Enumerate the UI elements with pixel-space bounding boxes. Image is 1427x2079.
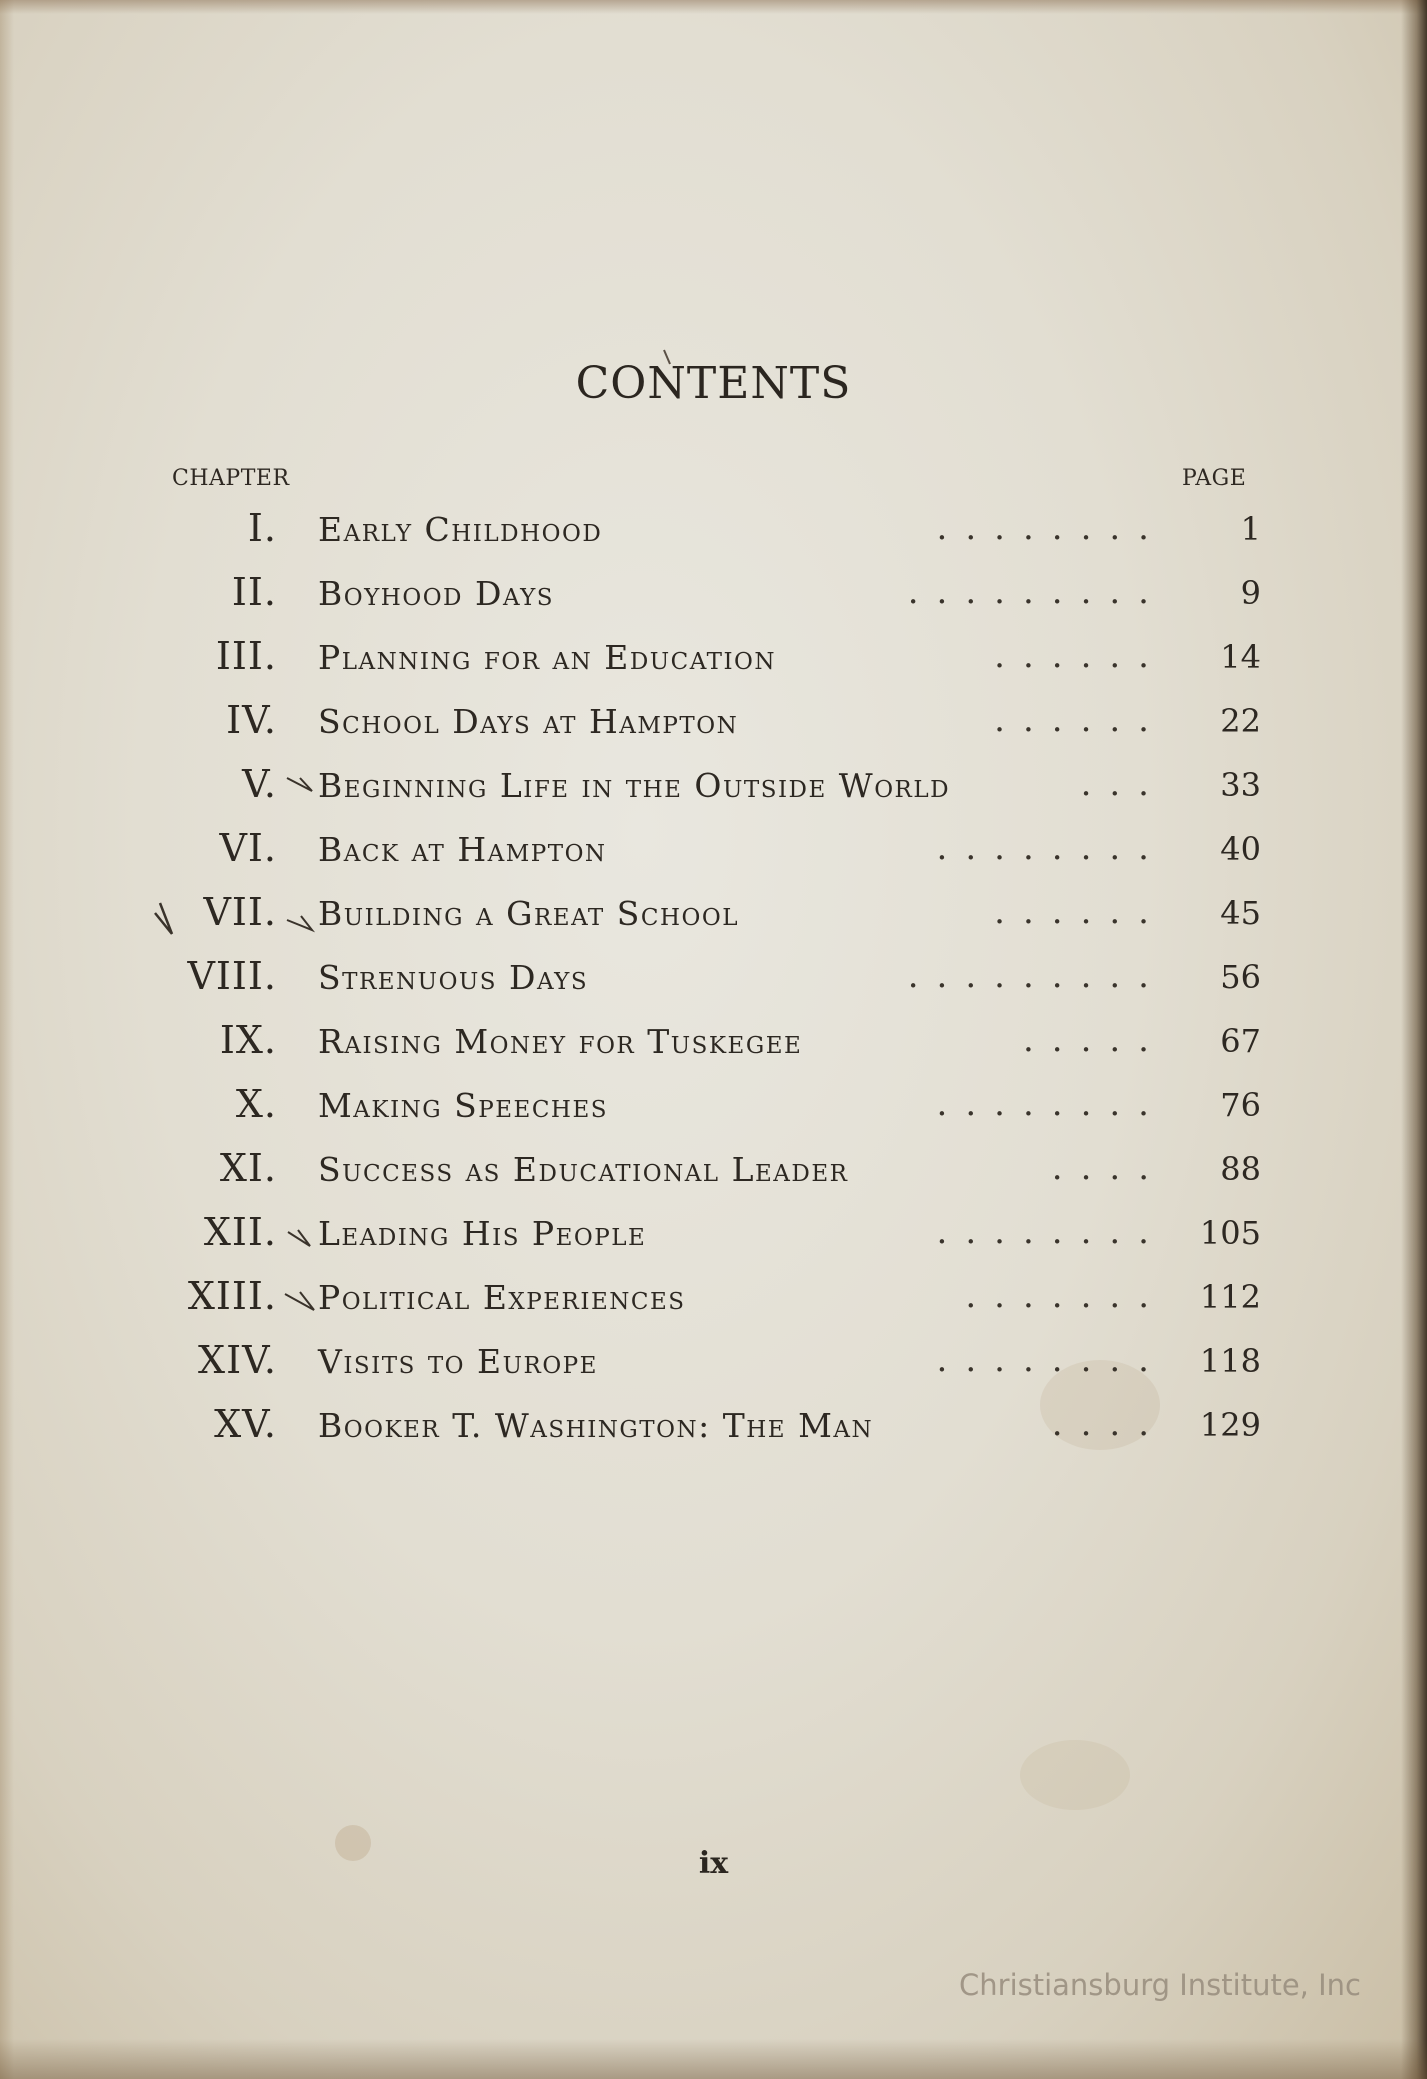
chapter-number: III.: [215, 634, 277, 678]
chapter-number: VI.: [219, 826, 277, 870]
chapter-title: Strenuous Days: [318, 958, 589, 997]
pencil-check-mark: [287, 778, 312, 791]
dot-leader: ......: [994, 892, 1167, 932]
chapter-page-number: 67: [1220, 1022, 1261, 1060]
dot-leader: ........: [936, 1340, 1167, 1380]
chapter-title: Making Speeches: [318, 1086, 609, 1125]
chapter-title: Beginning Life in the Outside World: [318, 766, 951, 805]
dot-leader: ......: [994, 700, 1167, 740]
watermark-credit: Christiansburg Institute, Inc: [959, 1968, 1361, 2002]
chapter-number: IV.: [226, 698, 277, 742]
chapter-title: School Days at Hampton: [318, 702, 739, 741]
chapter-page-number: 56: [1220, 958, 1261, 996]
dot-leader: .........: [907, 572, 1167, 612]
chapter-number: XI.: [219, 1146, 277, 1190]
dot-leader: ....: [1051, 1148, 1167, 1188]
chapter-title: Booker T. Washington: The Man: [318, 1406, 874, 1445]
dot-leader: ........: [936, 1212, 1167, 1252]
dot-leader: ....: [1051, 1404, 1167, 1444]
chapter-number: XII.: [203, 1210, 277, 1254]
dot-leader: ........: [936, 1084, 1167, 1124]
chapter-page-number: 129: [1199, 1406, 1261, 1444]
pencil-check-mark: [287, 916, 312, 930]
chapter-number: XIV.: [198, 1338, 277, 1382]
chapter-number: IX.: [219, 1018, 277, 1062]
chapter-title: Planning for an Education: [318, 638, 777, 677]
chapter-number: XIII.: [187, 1274, 277, 1318]
chapter-number: II.: [231, 570, 277, 614]
chapter-title: Back at Hampton: [318, 830, 607, 869]
chapter-title: Boyhood Days: [318, 574, 555, 613]
chapter-title: Visits to Europe: [318, 1342, 598, 1381]
chapter-number: VII.: [203, 890, 277, 934]
page-column-heading: PAGE: [1182, 466, 1247, 491]
chapter-page-number: 9: [1240, 574, 1261, 612]
chapter-number: V.: [242, 762, 277, 806]
chapter-page-number: 40: [1220, 830, 1261, 868]
dot-leader: .........: [907, 956, 1167, 996]
chapter-number: I.: [247, 506, 277, 550]
chapter-page-number: 33: [1220, 766, 1261, 804]
page-number-folio: ix: [698, 1846, 729, 1881]
dot-leader: ........: [936, 508, 1167, 548]
chapter-title: Success as Educational Leader: [318, 1150, 849, 1189]
pencil-check-mark: [288, 1230, 310, 1246]
chapter-title: Building a Great School: [318, 894, 740, 933]
chapter-page-number: 88: [1220, 1150, 1261, 1188]
dot-leader: .......: [965, 1276, 1167, 1316]
chapter-title: Early Childhood: [318, 510, 603, 549]
chapter-page-number: 22: [1220, 702, 1261, 740]
chapter-title: Political Experiences: [318, 1278, 686, 1317]
dot-leader: ...: [1080, 764, 1167, 804]
chapter-page-number: 45: [1220, 894, 1261, 932]
chapter-page-number: 76: [1220, 1086, 1261, 1124]
chapter-page-number: 1: [1240, 510, 1261, 548]
pencil-check-mark: [155, 903, 172, 934]
dot-leader: ........: [936, 828, 1167, 868]
chapter-page-number: 14: [1220, 638, 1261, 676]
chapter-number: XV.: [214, 1402, 277, 1446]
page-title: CONTENTS: [575, 358, 852, 409]
chapter-number: VIII.: [187, 954, 277, 998]
dot-leader: .....: [1022, 1020, 1167, 1060]
chapter-page-number: 118: [1199, 1342, 1261, 1380]
chapter-column-heading: CHAPTER: [172, 466, 290, 491]
dot-leader: ......: [994, 636, 1167, 676]
pencil-check-mark: [285, 1292, 314, 1310]
chapter-title: Leading His People: [318, 1214, 647, 1253]
chapter-page-number: 105: [1199, 1214, 1261, 1252]
chapter-title: Raising Money for Tuskegee: [318, 1022, 803, 1061]
chapter-page-number: 112: [1199, 1278, 1261, 1316]
chapter-number: X.: [235, 1082, 277, 1126]
pencil-check-mark: [664, 350, 670, 364]
